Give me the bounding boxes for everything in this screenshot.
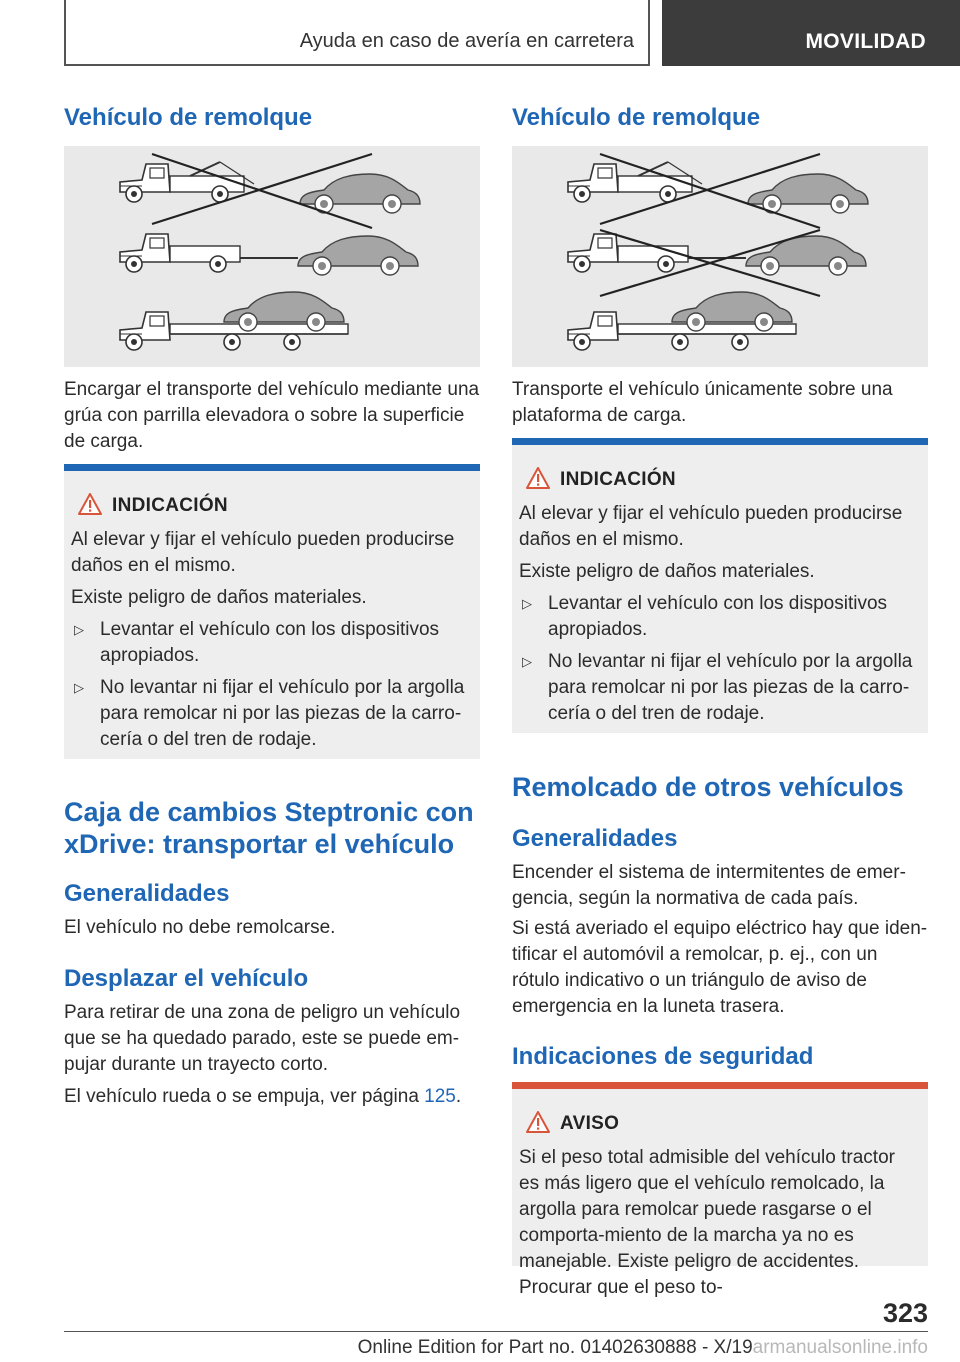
general-text: Si está averiado el equipo eléctrico hay que iden-tificar el automóvil a remolcar, p. ej., con un rótulo indicativo o un triángulo de aviso de emergencia en la luneta trasera. [512,918,928,1017]
warning-triangle-icon [526,1111,550,1133]
section-heading-towing-vehicle: Vehículo de remolque [512,104,761,131]
watermark: armanualsonline.info [752,1337,928,1358]
general-text: El vehículo no debe remolcarse. [64,917,336,938]
subheading-general: Generalidades [64,880,230,907]
subheading-move-vehicle: Desplazar el vehículo [64,965,309,992]
notice-bullet: ▷ Levantar el vehículo con los dispositivos apropiados. [74,619,440,666]
notice-bullet: ▷ Levantar el vehículo con los dispositivos apropiados. [522,593,888,640]
towing-illustration [64,146,480,367]
bullet-triangle-icon: ▷ [74,680,84,695]
page-number: 323 [882,1298,928,1328]
footer-edition: Online Edition for Part no. 01402630888 - X/19armanualsonline.info [357,1337,928,1358]
notice-text: Al elevar y fijar el vehículo pueden producirse daños en el mismo. [71,529,455,576]
move-vehicle-text: Para retirar de una zona de peligro un vehículo que se ha quedado parado, este se puede em-pujar durante un trayecto corto. [64,1002,461,1075]
chapter-heading-towing-other: Remolcado de otros vehículos [512,772,904,802]
notice-bullet: ▷ No levantar ni fijar el vehículo por la argolla para remolcar ni por las piezas de la carro-cería o del tren de rodaje. [74,677,465,750]
bullet-triangle-icon: ▷ [522,654,532,669]
towing-illustration [512,146,928,367]
section-tab [662,0,960,66]
figure-caption: Encargar el transporte del vehículo mediante una grúa con parrilla elevadora o sobre la superficie de carga. [64,379,480,452]
notice-title: INDICACIÓN [560,469,676,490]
warning-box [512,1082,928,1298]
towing-methods-figure [512,146,928,367]
chapter-header [64,0,650,66]
warning-title: AVISO [560,1113,620,1134]
bullet-triangle-icon: ▷ [74,622,84,637]
warning-text: Si el peso total admisible del vehículo tractor es más ligero que el vehículo remolcado, la argolla para remolcar puede rasgarse o el comporta-miento de la marcha ya no es manejable. Existe peligro de accidentes. Procurar que el peso to- [519,1147,895,1298]
towing-methods-figure [64,146,480,367]
subheading-general: Generalidades [512,825,678,852]
page-link[interactable]: 125 [424,1086,456,1107]
notice-bullet: ▷ No levantar ni fijar el vehículo por la argolla para remolcar ni por las piezas de la carro-cería o del tren de rodaje. [522,651,913,724]
section-heading-towing-vehicle: Vehículo de remolque [64,104,313,131]
footer-divider [64,1331,928,1332]
notice-text: Existe peligro de daños materiales. [519,561,815,582]
chapter-heading-steptronic: Caja de cambios Steptronic con xDrive: transportar el vehículo [64,797,474,859]
bullet-triangle-icon: ▷ [522,596,532,611]
figure-caption: Transporte el vehículo únicamente sobre una plataforma de carga. [512,379,893,426]
notice-title: INDICACIÓN [112,495,228,516]
general-text: Encender el sistema de intermitentes de emer-gencia, según la normativa de cada país. [512,862,906,909]
notice-text: Al elevar y fijar el vehículo pueden producirse daños en el mismo. [519,503,903,550]
warning-triangle-icon [526,467,550,489]
warning-triangle-icon [78,493,102,515]
subheading-safety: Indicaciones de seguridad [512,1043,814,1070]
chapter-title: Ayuda en caso de avería en carretera [299,30,634,52]
section-title: MOVILIDAD [805,30,926,53]
page-reference-text: El vehículo rueda o se empuja, ver página 125. [64,1086,462,1107]
notice-box [64,464,480,759]
notice-box [512,438,928,733]
notice-text: Existe peligro de daños materiales. [71,587,367,608]
